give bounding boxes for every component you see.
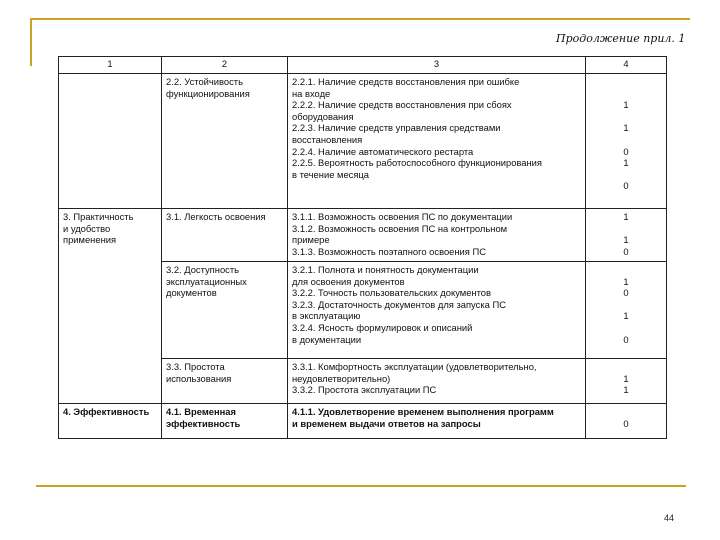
subcriterion-text: 2.2. Устойчивость	[166, 76, 243, 87]
subcriterion-text: документов	[166, 287, 217, 299]
header-cell-2: 2	[162, 57, 288, 74]
slide-frame-bottom-line	[36, 485, 686, 487]
subcriterion-text: функционирования	[166, 87, 250, 99]
metric-text: 2.2.3. Наличие средств управления средствами	[292, 122, 501, 134]
metric-value: 1	[623, 384, 629, 396]
subcriterion-cell	[162, 262, 288, 359]
metric-text: 3.2.2. Точность пользовательских документов	[292, 287, 491, 299]
subcriterion-text: 3.2. Доступность	[166, 264, 240, 275]
value-cell	[586, 74, 667, 209]
metric-text: оборудования	[292, 110, 354, 122]
metric-value: 1	[623, 157, 629, 169]
metric-value	[590, 134, 662, 146]
metric-text: в эксплуатацию	[292, 310, 361, 322]
metric-cell	[288, 404, 586, 439]
metric-value: 1	[623, 372, 629, 384]
metric-value	[590, 111, 662, 123]
metric-cell	[288, 359, 586, 404]
metric-value: 1	[623, 234, 629, 246]
slide-frame-top-line	[30, 18, 690, 20]
metric-text: в течение месяца	[292, 168, 370, 180]
metric-cell	[288, 74, 586, 209]
table-caption: Продолжение прил. 1	[556, 32, 686, 45]
criterion-cell	[59, 404, 162, 439]
subcriterion-cell	[162, 209, 288, 262]
criterion-cell	[59, 209, 162, 404]
criterion-text: применения	[63, 234, 117, 246]
metric-value	[590, 322, 662, 334]
metric-text: в документации	[292, 333, 362, 345]
metric-value: 0	[623, 145, 629, 157]
metric-text: 4.1.1. Удовлетворение временем выполнения программ	[292, 406, 554, 417]
table-row	[59, 209, 667, 262]
header-cell-4: 4	[586, 57, 667, 74]
metric-text: на входе	[292, 87, 331, 99]
metric-text: для освоения документов	[292, 275, 405, 287]
metric-text: 2.2.4. Наличие автоматического рестарта	[292, 145, 474, 157]
metric-value: 1	[623, 211, 629, 222]
value-cell	[586, 404, 667, 439]
metric-value: 1	[623, 310, 629, 322]
table-row	[59, 404, 667, 439]
metric-text: и временем выдачи ответов на запросы	[292, 417, 481, 429]
metric-value	[590, 406, 662, 418]
metric-text: 2.2.1. Наличие средств восстановления при ошибке	[292, 76, 520, 87]
header-cell-1: 1	[59, 57, 162, 74]
metric-text: 3.1.3. Возможность поэтапного освоения ПС	[292, 245, 486, 257]
subcriterion-cell	[162, 74, 288, 209]
subcriterion-cell	[162, 404, 288, 439]
criterion-cell	[59, 74, 162, 209]
metric-value: 0	[623, 245, 629, 257]
metric-value	[590, 361, 662, 373]
metric-value: 0	[623, 287, 629, 299]
value-cell	[586, 359, 667, 404]
subcriterion-text: 3.3. Простота	[166, 361, 225, 372]
metric-text: 3.1.1. Возможность освоения ПС по документации	[292, 211, 513, 222]
metric-cell	[288, 209, 586, 262]
table-header-row	[59, 57, 667, 74]
subcriterion-text: 3.1. Легкость освоения	[166, 211, 266, 222]
metric-text: 3.3.1. Комфортность эксплуатации (удовлетворительно,	[292, 361, 537, 372]
subcriterion-text: 4.1. Временная	[166, 406, 236, 417]
criterion-text: 4. Эффективность	[63, 406, 150, 417]
value-cell	[586, 209, 667, 262]
metric-value: 0	[623, 417, 629, 429]
criterion-text: 3. Практичность	[63, 211, 134, 222]
metric-text: 3.2.3. Достаточность документов для запуска ПС	[292, 298, 506, 310]
metric-text: примере	[292, 234, 330, 246]
metric-value: 1	[623, 122, 629, 134]
metric-value: 1	[623, 99, 629, 111]
metric-text: 3.2.4. Ясность формулировок и описаний	[292, 321, 473, 333]
metric-text: 2.2.5. Вероятность работоспособного функционирования	[292, 157, 542, 169]
metric-value: 0	[623, 180, 629, 192]
criterion-text: и удобство	[63, 222, 111, 234]
value-cell	[586, 262, 667, 359]
metric-text: 3.1.2. Возможность освоения ПС на контрольном	[292, 222, 508, 234]
metric-cell	[288, 262, 586, 359]
subcriterion-text: эксплуатационных	[166, 275, 247, 287]
metric-value	[590, 223, 662, 235]
metric-text: 2.2.2. Наличие средств восстановления при сбоях	[292, 99, 512, 111]
metric-value	[590, 264, 662, 276]
metric-text: восстановления	[292, 133, 363, 145]
metric-value: 1	[623, 275, 629, 287]
metric-text: 3.3.2. Простота эксплуатации ПС	[292, 384, 437, 396]
metric-text: неудовлетворительно)	[292, 372, 391, 384]
metric-value	[590, 169, 662, 181]
table-row	[59, 74, 667, 209]
page-number: 44	[664, 513, 675, 523]
metric-value: 0	[623, 333, 629, 345]
subcriterion-cell	[162, 359, 288, 404]
criteria-table	[58, 56, 667, 439]
metric-value	[590, 299, 662, 311]
metric-value	[590, 76, 662, 88]
subcriterion-text: использования	[166, 372, 232, 384]
subcriterion-text: эффективность	[166, 417, 241, 429]
header-cell-3: 3	[288, 57, 586, 74]
metric-text: 3.2.1. Полнота и понятность документации	[292, 264, 479, 275]
metric-value	[590, 88, 662, 100]
slide-frame-left-line	[30, 18, 32, 66]
